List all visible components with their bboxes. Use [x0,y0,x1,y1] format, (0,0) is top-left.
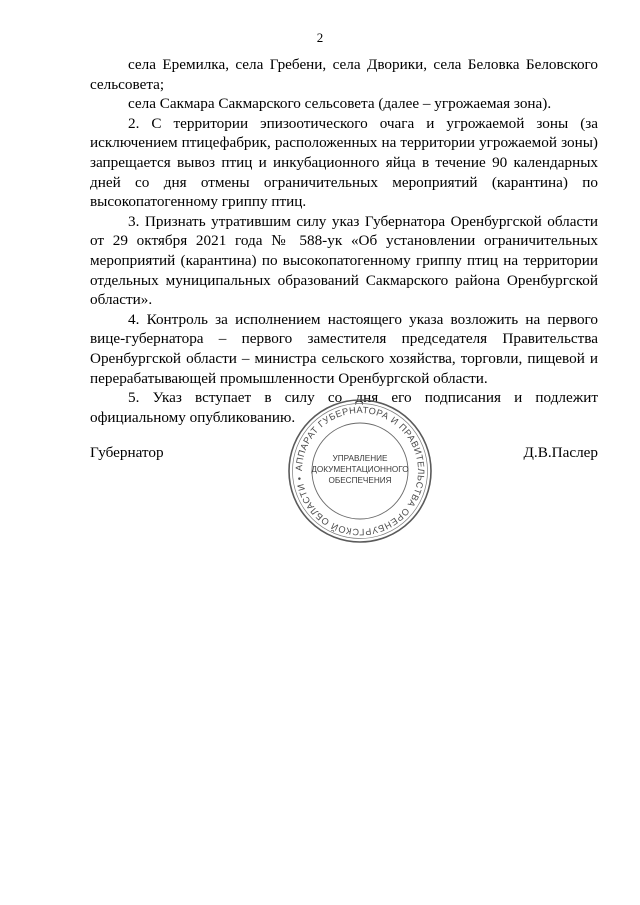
stamp-ring-text: АППАРАТ ГУБЕРНАТОРА И ПРАВИТЕЛЬСТВА ОРЕНБУРГСКОЙ ОБЛАСТИ • [293,404,427,538]
page-number: 2 [316,30,324,45]
paragraph-item-3: 3. Признать утратившим силу указ Губернатора Оренбургской области от 29 октября 2021 года № 588-ук «Об установлении ограничительных мероприятий (карантина) по высокопатогенному гриппу птиц на территории отдельных муниципальных образований Сакмарского района Оренбургской области». [90,212,598,309]
paragraph-villages-2: села Сакмара Сакмарского сельсовета (далее – угрожаемая зона). [128,95,552,113]
paragraph-item-2: 2. С территории эпизоотического очага и угрожаемой зоны (за исключением птицефабрик, расположенных на территории угрожаемой зоны) запрещается вывоз птиц и инкубационного яйца в течение 90 календарных дней со дня отмены ограничительных мероприятий (карантина) по высокопатогенному гриппу птиц. [90,114,598,211]
stamp-center-line-1: УПРАВЛЕНИЕ [332,454,388,463]
signature-position: Губернатор [90,444,164,461]
official-stamp [286,397,434,545]
signature-name: Д.В.Паслер [523,444,598,461]
stamp-center-line-2: ДОКУМЕНТАЦИОННОГО [311,465,409,474]
stamp-center-line-3: ОБЕСПЕЧЕНИЯ [328,476,392,485]
paragraph-villages-1: села Еремилка, села Гребени, села Дворики, села Беловка Беловского сельсовета; [90,56,598,93]
stamp-seal-graphic [286,397,434,545]
document-body [90,55,598,427]
paragraph-item-4: 4. Контроль за исполнением настоящего указа возложить на первого вице-губернатора – первого заместителя председателя Правительства Оренбургской области – министра сельского хозяйства, торговли, пищевой и перерабатывающей промышленности Оренбургской области. [90,310,598,387]
paragraph-item-5: 5. Указ вступает в силу со дня его подписания и подлежит официальному опубликованию. [90,389,598,426]
